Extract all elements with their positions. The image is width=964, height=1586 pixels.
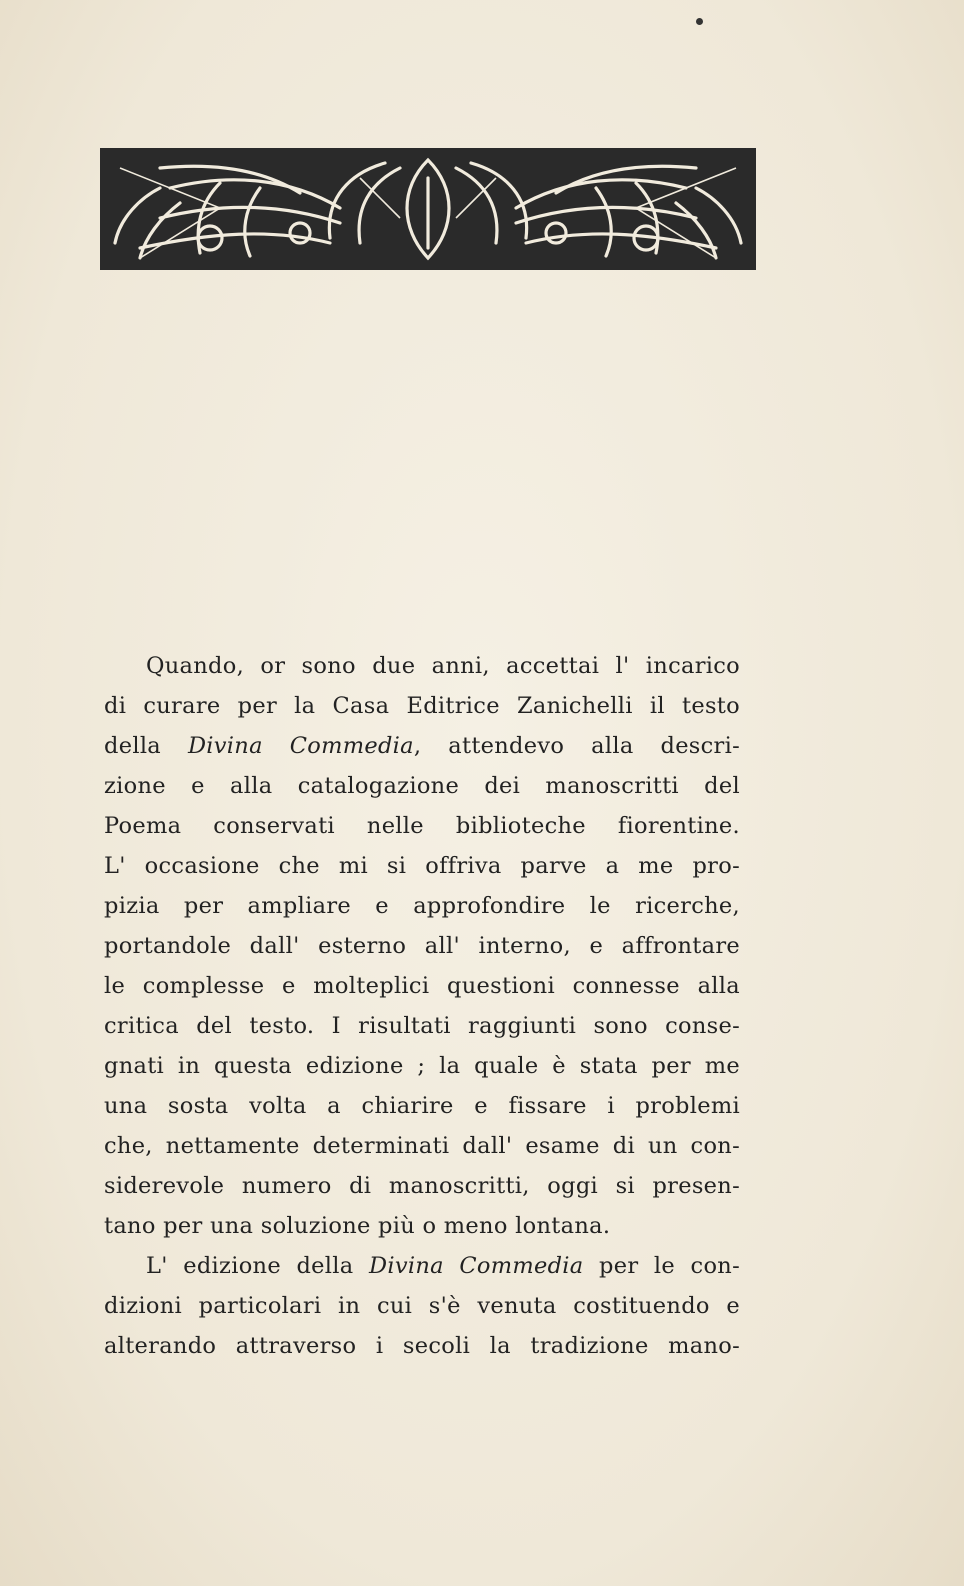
text-line: che, nettamente determinati dall' esame di un con- (104, 1133, 740, 1159)
text-line (104, 1246, 740, 1286)
italic-title: Divina Commedia (369, 1253, 584, 1279)
text-fragment: della (104, 733, 188, 759)
text-line: di curare per la Casa Editrice Zanichelli il testo (104, 693, 740, 719)
text-line: portandole dall' esterno all' interno, e affrontare (104, 933, 740, 959)
text-line: L' occasione che mi si offriva parve a me pro- (104, 853, 740, 879)
text-line: una sosta volta a chiarire e fissare i problemi (104, 1093, 740, 1119)
text-line (104, 726, 740, 766)
text-line: Poema conservati nelle biblioteche fiorentine. (104, 813, 740, 839)
text-fragment: L' edizione della (146, 1253, 369, 1279)
decorative-headpiece-ornament (100, 148, 756, 270)
text-line: tano per una soluzione più o meno lontana. (104, 1213, 611, 1239)
body-text (104, 646, 740, 1366)
text-line: pizia per ampliare e approfondire le ricerche, (104, 893, 740, 919)
text-line: zione e alla catalogazione dei manoscritti del (104, 773, 740, 799)
ink-dot (696, 18, 703, 25)
text-line: gnati in questa edizione ; la quale è stata per me (104, 1053, 740, 1079)
text-line: alterando attraverso i secoli la tradizione mano- (104, 1333, 740, 1359)
italic-title: Divina Commedia (187, 733, 414, 759)
show-through-from-reverse-page (106, 275, 756, 635)
text-line: dizioni particolari in cui s'è venuta costituendo e (104, 1293, 740, 1319)
text-fragment: , attendevo alla descri- (413, 733, 741, 759)
text-line: le complesse e molteplici questioni connesse alla (104, 973, 740, 999)
text-line: critica del testo. I risultati raggiunti sono conse- (104, 1013, 740, 1039)
text-fragment: per le con- (583, 1253, 740, 1279)
text-line: siderevole numero di manoscritti, oggi si presen- (104, 1173, 740, 1199)
text-line: Quando, or sono due anni, accettai l' incarico (146, 653, 740, 679)
